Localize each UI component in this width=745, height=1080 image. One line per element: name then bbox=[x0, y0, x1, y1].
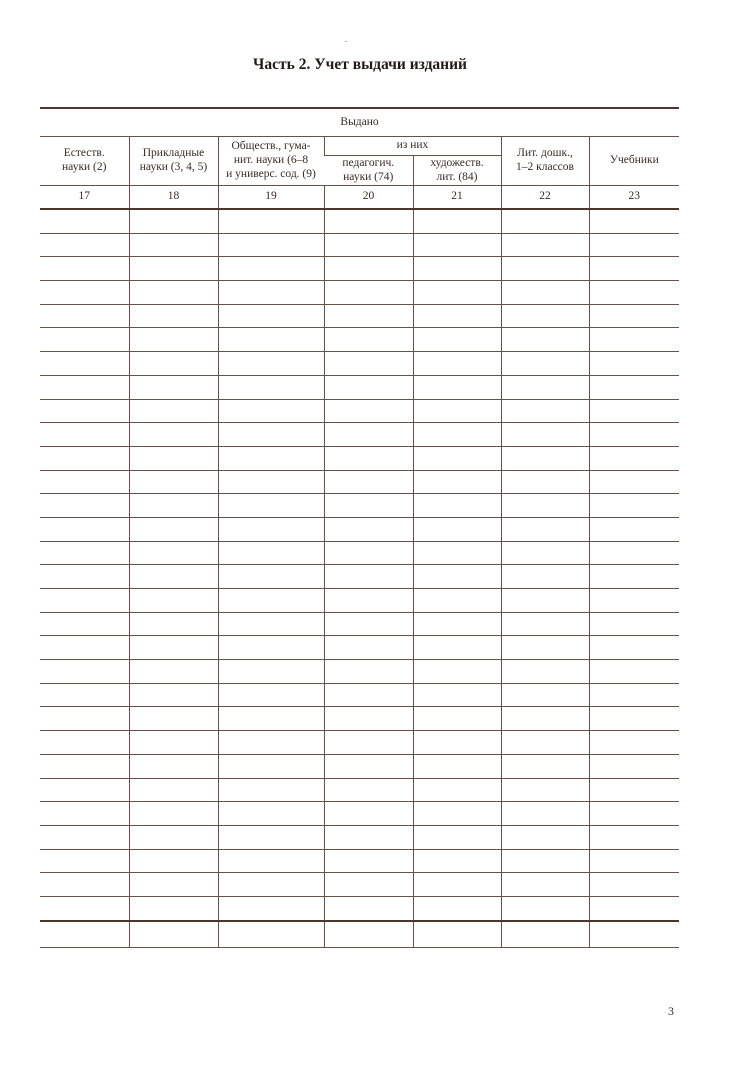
table-cell[interactable] bbox=[218, 921, 324, 948]
table-cell[interactable] bbox=[40, 612, 129, 636]
table-cell[interactable] bbox=[413, 707, 501, 731]
table-cell[interactable] bbox=[501, 612, 589, 636]
table-cell[interactable] bbox=[589, 257, 679, 281]
table-cell[interactable] bbox=[501, 636, 589, 660]
table-cell[interactable] bbox=[324, 328, 413, 352]
table-cell[interactable] bbox=[129, 446, 218, 470]
table-cell[interactable] bbox=[589, 731, 679, 755]
table-cell[interactable] bbox=[40, 731, 129, 755]
table-cell[interactable] bbox=[589, 517, 679, 541]
table-cell[interactable] bbox=[40, 754, 129, 778]
table-cell[interactable] bbox=[501, 233, 589, 257]
table-cell[interactable] bbox=[218, 352, 324, 376]
table-cell[interactable] bbox=[324, 352, 413, 376]
table-cell[interactable] bbox=[324, 849, 413, 873]
table-cell[interactable] bbox=[324, 754, 413, 778]
table-row bbox=[40, 589, 679, 613]
table-cell[interactable] bbox=[129, 683, 218, 707]
table-row bbox=[40, 399, 679, 423]
table-cell[interactable] bbox=[413, 304, 501, 328]
col-label: художеств. лит. (84) bbox=[430, 156, 484, 183]
table-cell[interactable] bbox=[589, 873, 679, 897]
table-cell[interactable] bbox=[413, 612, 501, 636]
table-cell[interactable] bbox=[40, 209, 129, 233]
table-cell[interactable] bbox=[324, 921, 413, 948]
table-cell[interactable] bbox=[324, 731, 413, 755]
table-cell[interactable] bbox=[589, 921, 679, 948]
table-cell[interactable] bbox=[218, 683, 324, 707]
table-cell[interactable] bbox=[501, 778, 589, 802]
table-cell[interactable] bbox=[324, 778, 413, 802]
table-row bbox=[40, 281, 679, 305]
table-cell[interactable] bbox=[218, 281, 324, 305]
table-cell[interactable] bbox=[129, 873, 218, 897]
table-cell[interactable] bbox=[501, 896, 589, 920]
table-cell[interactable] bbox=[324, 896, 413, 920]
table-cell[interactable] bbox=[40, 494, 129, 518]
table-cell[interactable] bbox=[218, 589, 324, 613]
print-speck bbox=[345, 41, 347, 42]
table-cell[interactable] bbox=[40, 446, 129, 470]
table-cell[interactable] bbox=[589, 849, 679, 873]
table-cell[interactable] bbox=[129, 233, 218, 257]
table-cell[interactable] bbox=[501, 754, 589, 778]
table-cell[interactable] bbox=[324, 660, 413, 684]
table-cell[interactable] bbox=[413, 921, 501, 948]
table-cell[interactable] bbox=[413, 636, 501, 660]
col-number: 18 bbox=[129, 186, 218, 210]
table-cell[interactable] bbox=[218, 778, 324, 802]
table-cell[interactable] bbox=[324, 304, 413, 328]
table-cell[interactable] bbox=[324, 636, 413, 660]
table-cell[interactable] bbox=[589, 802, 679, 826]
col-label: Прикладные науки (3, 4, 5) bbox=[139, 147, 208, 173]
col-number: 19 bbox=[218, 186, 324, 210]
table-cell[interactable] bbox=[129, 328, 218, 352]
table-cell[interactable] bbox=[413, 446, 501, 470]
table-cell[interactable] bbox=[413, 281, 501, 305]
table-row bbox=[40, 470, 679, 494]
table-cell[interactable] bbox=[218, 423, 324, 447]
table-cell[interactable] bbox=[413, 683, 501, 707]
table-row bbox=[40, 233, 679, 257]
table-cell[interactable] bbox=[589, 375, 679, 399]
table-cell[interactable] bbox=[413, 565, 501, 589]
table-cell[interactable] bbox=[129, 565, 218, 589]
table-cell[interactable] bbox=[501, 304, 589, 328]
table-cell[interactable] bbox=[589, 304, 679, 328]
table-cell[interactable] bbox=[589, 209, 679, 233]
group-header-issued: Выдано bbox=[40, 108, 679, 137]
table-cell[interactable] bbox=[501, 328, 589, 352]
col-header-natural-sciences bbox=[40, 137, 129, 186]
table-cell[interactable] bbox=[413, 802, 501, 826]
table-row bbox=[40, 375, 679, 399]
table-cell[interactable] bbox=[218, 754, 324, 778]
table-cell[interactable] bbox=[589, 636, 679, 660]
table-cell[interactable] bbox=[501, 825, 589, 849]
table-cell[interactable] bbox=[501, 683, 589, 707]
col-number: 20 bbox=[324, 186, 413, 210]
col-number: 23 bbox=[589, 186, 679, 210]
table-cell[interactable] bbox=[129, 209, 218, 233]
table-cell[interactable] bbox=[413, 660, 501, 684]
table-cell[interactable] bbox=[413, 399, 501, 423]
table-cell[interactable] bbox=[589, 825, 679, 849]
table-cell[interactable] bbox=[324, 470, 413, 494]
table-cell[interactable] bbox=[129, 589, 218, 613]
table-cell[interactable] bbox=[413, 209, 501, 233]
table-cell[interactable] bbox=[589, 778, 679, 802]
table-cell[interactable] bbox=[589, 541, 679, 565]
table-cell[interactable] bbox=[324, 589, 413, 613]
table-cell[interactable] bbox=[218, 849, 324, 873]
table-cell[interactable] bbox=[129, 352, 218, 376]
table-cell[interactable] bbox=[324, 517, 413, 541]
table-cell[interactable] bbox=[40, 589, 129, 613]
table-cell[interactable] bbox=[218, 399, 324, 423]
ledger-body bbox=[40, 209, 679, 947]
col-label: Естеств. науки (2) bbox=[62, 147, 107, 173]
table-cell[interactable] bbox=[324, 257, 413, 281]
table-cell[interactable] bbox=[589, 233, 679, 257]
table-cell[interactable] bbox=[589, 446, 679, 470]
table-cell[interactable] bbox=[218, 233, 324, 257]
table-cell[interactable] bbox=[501, 541, 589, 565]
table-cell[interactable] bbox=[218, 873, 324, 897]
col-header-pedagogical bbox=[324, 156, 413, 186]
table-cell[interactable] bbox=[589, 612, 679, 636]
table-cell[interactable] bbox=[324, 399, 413, 423]
table-cell[interactable] bbox=[218, 802, 324, 826]
table-cell[interactable] bbox=[324, 565, 413, 589]
table-cell[interactable] bbox=[501, 257, 589, 281]
table-cell[interactable] bbox=[501, 873, 589, 897]
table-cell[interactable] bbox=[218, 636, 324, 660]
table-row bbox=[40, 565, 679, 589]
col-number: 22 bbox=[501, 186, 589, 210]
table-cell[interactable] bbox=[589, 399, 679, 423]
table-cell[interactable] bbox=[413, 778, 501, 802]
table-row bbox=[40, 541, 679, 565]
table-cell[interactable] bbox=[218, 257, 324, 281]
table-row bbox=[40, 873, 679, 897]
table-cell[interactable] bbox=[218, 375, 324, 399]
table-row bbox=[40, 494, 679, 518]
table-cell[interactable] bbox=[501, 352, 589, 376]
table-cell[interactable] bbox=[129, 825, 218, 849]
table-cell[interactable] bbox=[218, 328, 324, 352]
table-cell[interactable] bbox=[589, 565, 679, 589]
table-cell[interactable] bbox=[324, 494, 413, 518]
table-cell[interactable] bbox=[129, 470, 218, 494]
table-row bbox=[40, 423, 679, 447]
table-cell[interactable] bbox=[589, 683, 679, 707]
table-cell[interactable] bbox=[40, 541, 129, 565]
table-cell[interactable] bbox=[40, 517, 129, 541]
table-cell[interactable] bbox=[413, 257, 501, 281]
table-cell[interactable] bbox=[40, 849, 129, 873]
table-cell[interactable] bbox=[501, 517, 589, 541]
table-cell[interactable] bbox=[129, 304, 218, 328]
table-cell[interactable] bbox=[40, 375, 129, 399]
table-cell[interactable] bbox=[40, 281, 129, 305]
table-cell[interactable] bbox=[501, 849, 589, 873]
table-cell[interactable] bbox=[40, 921, 129, 948]
table-cell[interactable] bbox=[413, 494, 501, 518]
table-cell[interactable] bbox=[589, 707, 679, 731]
col-label: педагогич. науки (74) bbox=[342, 156, 395, 183]
table-cell[interactable] bbox=[129, 707, 218, 731]
table-row bbox=[40, 778, 679, 802]
table-row bbox=[40, 754, 679, 778]
table-cell[interactable] bbox=[413, 754, 501, 778]
table-row bbox=[40, 731, 679, 755]
table-cell[interactable] bbox=[413, 541, 501, 565]
table-cell[interactable] bbox=[501, 802, 589, 826]
table-cell[interactable] bbox=[413, 896, 501, 920]
table-cell[interactable] bbox=[413, 731, 501, 755]
table-cell[interactable] bbox=[218, 517, 324, 541]
table-row bbox=[40, 446, 679, 470]
table-cell[interactable] bbox=[129, 636, 218, 660]
table-cell[interactable] bbox=[324, 209, 413, 233]
table-row bbox=[40, 612, 679, 636]
table-cell[interactable] bbox=[218, 707, 324, 731]
table-row bbox=[40, 921, 679, 948]
table-cell[interactable] bbox=[40, 565, 129, 589]
table-cell[interactable] bbox=[413, 470, 501, 494]
table-cell[interactable] bbox=[218, 494, 324, 518]
table-row bbox=[40, 352, 679, 376]
table-cell[interactable] bbox=[589, 423, 679, 447]
table-cell[interactable] bbox=[501, 589, 589, 613]
table-cell[interactable] bbox=[589, 470, 679, 494]
table-cell[interactable] bbox=[129, 257, 218, 281]
table-cell[interactable] bbox=[589, 352, 679, 376]
table-cell[interactable] bbox=[218, 612, 324, 636]
table-cell[interactable] bbox=[40, 399, 129, 423]
page-number: 3 bbox=[668, 1004, 674, 1018]
table-cell[interactable] bbox=[129, 517, 218, 541]
table-cell[interactable] bbox=[324, 423, 413, 447]
table-cell[interactable] bbox=[40, 778, 129, 802]
table-cell[interactable] bbox=[40, 896, 129, 920]
table-row bbox=[40, 825, 679, 849]
table-cell[interactable] bbox=[324, 446, 413, 470]
table-row bbox=[40, 636, 679, 660]
table-cell[interactable] bbox=[218, 825, 324, 849]
table-cell[interactable] bbox=[324, 802, 413, 826]
table-cell[interactable] bbox=[589, 281, 679, 305]
table-row bbox=[40, 328, 679, 352]
col-header-textbooks bbox=[589, 137, 679, 186]
col-label: Учебники bbox=[609, 154, 659, 167]
table-cell[interactable] bbox=[129, 612, 218, 636]
subgroup-header-of-them: из них bbox=[324, 137, 501, 156]
table-cell[interactable] bbox=[129, 731, 218, 755]
table-row bbox=[40, 896, 679, 920]
table-row bbox=[40, 849, 679, 873]
table-row bbox=[40, 802, 679, 826]
col-label: Лит. дошк., 1–2 классов bbox=[516, 147, 574, 173]
table-cell[interactable] bbox=[129, 660, 218, 684]
table-cell[interactable] bbox=[501, 375, 589, 399]
table-cell[interactable] bbox=[324, 612, 413, 636]
table-cell[interactable] bbox=[40, 233, 129, 257]
col-header-fiction bbox=[413, 156, 501, 186]
table-cell[interactable] bbox=[40, 825, 129, 849]
table-row bbox=[40, 257, 679, 281]
table-cell[interactable] bbox=[324, 233, 413, 257]
table-row bbox=[40, 209, 679, 233]
table-cell[interactable] bbox=[40, 328, 129, 352]
col-number: 21 bbox=[413, 186, 501, 210]
table-cell[interactable] bbox=[501, 470, 589, 494]
table-cell[interactable] bbox=[324, 281, 413, 305]
page-title: Часть 2. Учет выдачи изданий bbox=[253, 56, 467, 73]
table-cell[interactable] bbox=[218, 209, 324, 233]
col-header-preschool-lit bbox=[501, 137, 589, 186]
table-cell[interactable] bbox=[218, 896, 324, 920]
col-label: Обществ., гума- нит. науки (6–8 и универс. сод. (9) bbox=[226, 140, 316, 180]
table-cell[interactable] bbox=[589, 589, 679, 613]
table-row bbox=[40, 304, 679, 328]
table-cell[interactable] bbox=[40, 257, 129, 281]
issuance-ledger-table bbox=[40, 107, 679, 948]
table-cell[interactable] bbox=[501, 209, 589, 233]
table-cell[interactable] bbox=[501, 707, 589, 731]
table-cell[interactable] bbox=[589, 754, 679, 778]
table-cell[interactable] bbox=[129, 802, 218, 826]
table-cell[interactable] bbox=[324, 375, 413, 399]
table-cell[interactable] bbox=[40, 636, 129, 660]
table-cell[interactable] bbox=[324, 825, 413, 849]
table-cell[interactable] bbox=[40, 470, 129, 494]
table-cell[interactable] bbox=[413, 589, 501, 613]
table-cell[interactable] bbox=[40, 802, 129, 826]
col-header-applied-sciences bbox=[129, 137, 218, 186]
table-cell[interactable] bbox=[413, 849, 501, 873]
table-cell[interactable] bbox=[413, 873, 501, 897]
table-cell[interactable] bbox=[218, 446, 324, 470]
table-cell[interactable] bbox=[129, 541, 218, 565]
table-cell[interactable] bbox=[501, 921, 589, 948]
table-cell[interactable] bbox=[501, 399, 589, 423]
col-header-social-humanities bbox=[218, 137, 324, 186]
table-row bbox=[40, 517, 679, 541]
table-cell[interactable] bbox=[413, 423, 501, 447]
table-cell[interactable] bbox=[218, 470, 324, 494]
table-cell[interactable] bbox=[129, 849, 218, 873]
table-cell[interactable] bbox=[413, 517, 501, 541]
table-cell[interactable] bbox=[129, 494, 218, 518]
table-cell[interactable] bbox=[40, 873, 129, 897]
table-row bbox=[40, 683, 679, 707]
table-cell[interactable] bbox=[218, 660, 324, 684]
table-cell[interactable] bbox=[218, 731, 324, 755]
table-cell[interactable] bbox=[324, 707, 413, 731]
table-row bbox=[40, 660, 679, 684]
table-cell[interactable] bbox=[501, 281, 589, 305]
table-cell[interactable] bbox=[589, 494, 679, 518]
table-cell[interactable] bbox=[129, 281, 218, 305]
table-cell[interactable] bbox=[218, 541, 324, 565]
table-cell[interactable] bbox=[40, 660, 129, 684]
table-cell[interactable] bbox=[413, 233, 501, 257]
table-cell[interactable] bbox=[40, 304, 129, 328]
table-cell[interactable] bbox=[129, 921, 218, 948]
table-cell[interactable] bbox=[324, 541, 413, 565]
table-cell[interactable] bbox=[413, 375, 501, 399]
table-cell[interactable] bbox=[218, 565, 324, 589]
table-cell[interactable] bbox=[40, 683, 129, 707]
table-cell[interactable] bbox=[413, 825, 501, 849]
table-cell[interactable] bbox=[129, 399, 218, 423]
table-cell[interactable] bbox=[218, 304, 324, 328]
table-cell[interactable] bbox=[501, 565, 589, 589]
table-cell[interactable] bbox=[324, 683, 413, 707]
table-cell[interactable] bbox=[40, 352, 129, 376]
table-cell[interactable] bbox=[413, 352, 501, 376]
table-cell[interactable] bbox=[413, 328, 501, 352]
table-cell[interactable] bbox=[501, 660, 589, 684]
table-cell[interactable] bbox=[324, 873, 413, 897]
table-cell[interactable] bbox=[129, 375, 218, 399]
table-cell[interactable] bbox=[501, 494, 589, 518]
table-cell[interactable] bbox=[501, 423, 589, 447]
table-cell[interactable] bbox=[589, 660, 679, 684]
table-cell[interactable] bbox=[40, 423, 129, 447]
table-cell[interactable] bbox=[129, 423, 218, 447]
table-cell[interactable] bbox=[40, 707, 129, 731]
table-cell[interactable] bbox=[501, 731, 589, 755]
table-cell[interactable] bbox=[501, 446, 589, 470]
table-row bbox=[40, 707, 679, 731]
table-cell[interactable] bbox=[129, 754, 218, 778]
table-cell[interactable] bbox=[129, 896, 218, 920]
table-cell[interactable] bbox=[589, 328, 679, 352]
col-number: 17 bbox=[40, 186, 129, 210]
table-cell[interactable] bbox=[589, 896, 679, 920]
table-cell[interactable] bbox=[129, 778, 218, 802]
